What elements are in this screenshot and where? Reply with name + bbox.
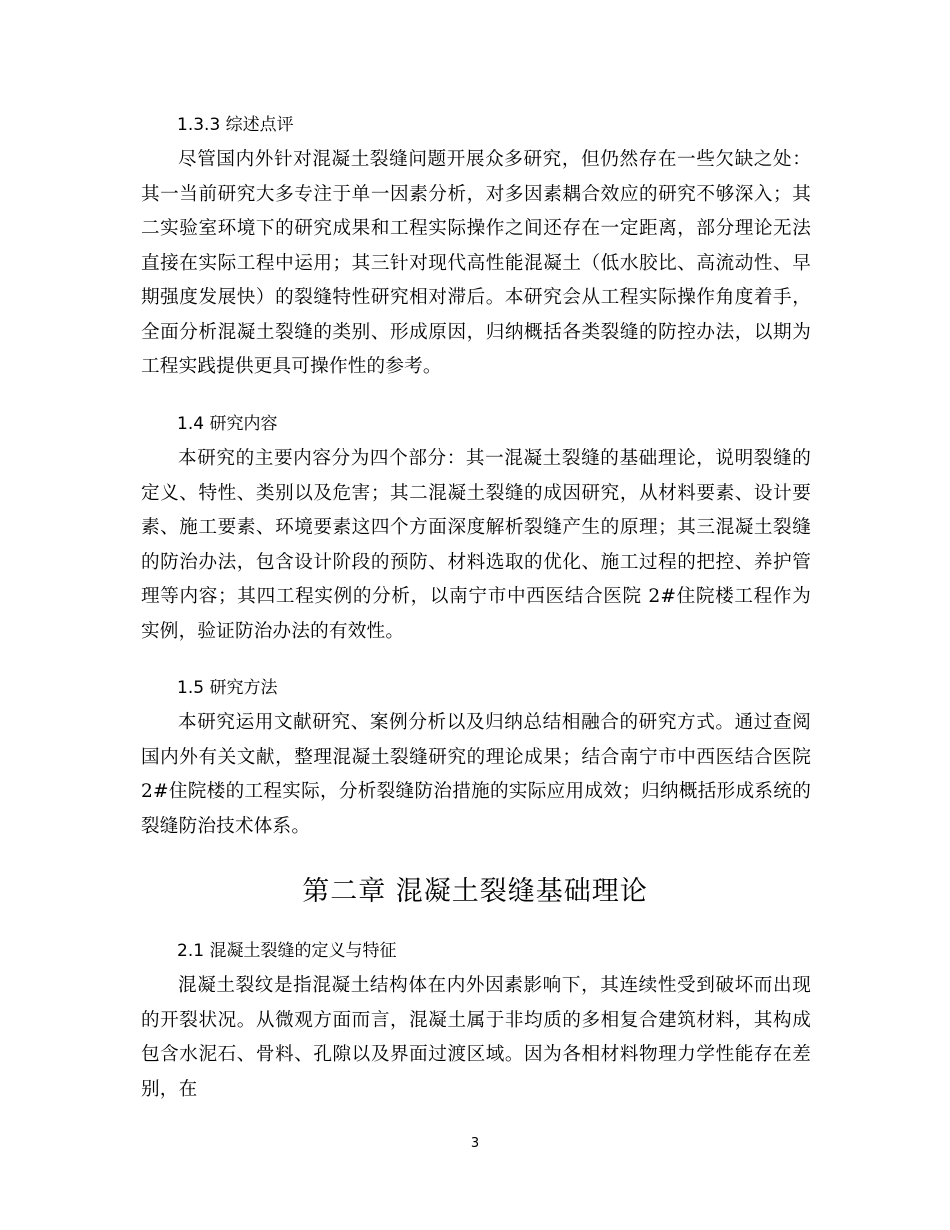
- section-heading-2-1: 2.1 混凝土裂缝的定义与特征: [177, 941, 397, 961]
- section-heading-1-5: 1.5 研究方法: [177, 678, 278, 698]
- section-body-1-5: 本研究运用文献研究、案例分析以及归纳总结相融合的研究方式。通过查阅国内外有关文献，整理混凝土裂缝研究的理论成果；结合南宁市中西医结合医院 2#住院楼的工程实际，分析裂缝防治措施的实际应用成效；归纳概括形成系统的裂缝防治技术体系。: [141, 712, 811, 837]
- section-heading-1-3-3: 1.3.3 综述点评: [177, 115, 294, 135]
- section-body-2-1: 混凝土裂纹是指混凝土结构体在内外因素影响下，其连续性受到破坏而出现的开裂状况。从微观方面而言，混凝土属于非均质的多相复合建筑材料，其构成包含水泥石、骨料、孔隙以及界面过渡区域。因为各相材料物理力学性能存在差别，在: [141, 975, 811, 1100]
- section-heading-1-4: 1.4 研究内容: [177, 414, 278, 434]
- section-body-1-3-3: 尽管国内外针对混凝土裂缝问题开展众多研究，但仍然存在一些欠缺之处：其一当前研究大多专注于单一因素分析，对多因素耦合效应的研究不够深入；其二实验室环境下的研究成果和工程实际操作之间还存在一定距离，部分理论无法直接在实际工程中运用；其三针对现代高性能混凝土（低水胶比、高流动性、早期强度发展快）的裂缝特性研究相对滞后。本研究会从工程实际操作角度着手，全面分析混凝土裂缝的类别、形成原因，归纳概括各类裂缝的防控办法，以期为工程实践提供更具可操作性的参考。: [141, 149, 811, 377]
- section-body-1-4: 本研究的主要内容分为四个部分：其一混凝土裂缝的基础理论，说明裂缝的定义、特性、类别以及危害；其二混凝土裂缝的成因研究，从材料要素、设计要素、施工要素、环境要素这四个方面深度解析裂缝产生的原理；其三混凝土裂缝的防治办法，包含设计阶段的预防、材料选取的优化、施工过程的把控、养护管理等内容；其四工程实例的分析，以南宁市中西医结合医院 2#住院楼工程作为实例，验证防治办法的有效性。: [141, 448, 811, 642]
- page-number: 3: [470, 1136, 480, 1151]
- chapter-title: 第二章 混凝土裂缝基础理论: [302, 876, 648, 907]
